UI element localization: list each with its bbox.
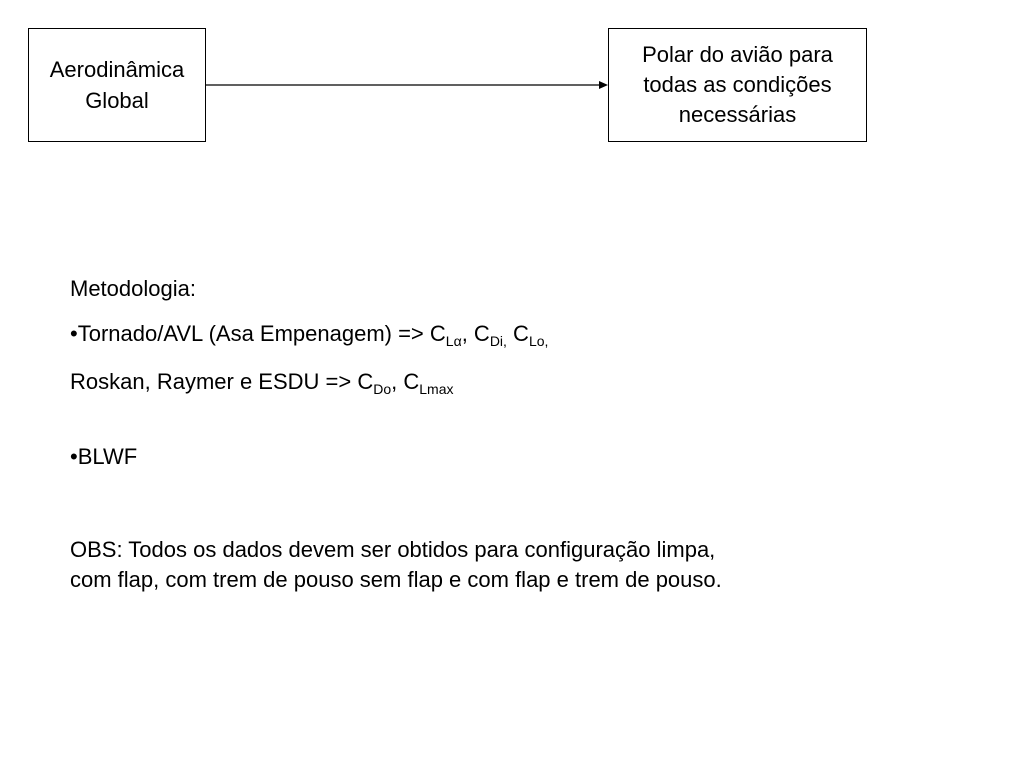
tornado-avl-sep1: , C (461, 321, 490, 346)
polar-aviao-label: Polar do avião para todas as condições necessárias (642, 42, 833, 127)
tornado-avl-line (70, 321, 548, 347)
clo-subscript: Lo, (528, 333, 549, 349)
polar-aviao-box (608, 28, 867, 142)
tornado-avl-sep2: C (506, 321, 529, 346)
clmax-subscript: Lmax (419, 381, 454, 397)
cdo-subscript: Do (373, 381, 392, 397)
metodologia-heading: Metodologia: (70, 276, 196, 301)
obs-line-2: com flap, com trem de pouso sem flap e com flap e trem de pouso. (70, 567, 722, 592)
tornado-avl-prefix: •Tornado/AVL (Asa Empenagem) => C (70, 321, 446, 346)
roskan-raymer-sep: , C (391, 369, 420, 394)
cdi-subscript: Di, (489, 333, 507, 349)
aerodinamica-global-label: Aerodinâmica Global (49, 57, 185, 113)
aerodinamica-global-box (28, 28, 206, 142)
flow-arrow-head (599, 81, 608, 89)
obs-line-1: OBS: Todos os dados devem ser obtidos para configuração limpa, (70, 537, 716, 562)
roskan-raymer-prefix: Roskan, Raymer e ESDU => C (70, 369, 374, 394)
cl-alpha-subscript: Lα (445, 333, 462, 349)
roskan-raymer-line (70, 369, 454, 395)
blwf-bullet: •BLWF (70, 444, 138, 469)
